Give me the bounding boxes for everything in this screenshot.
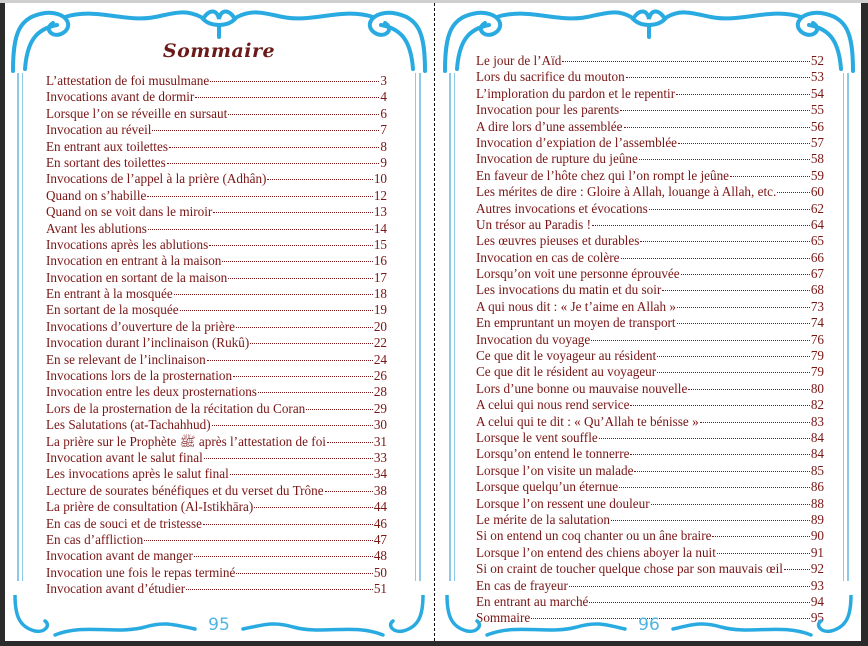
toc-entry[interactable] <box>46 204 387 220</box>
toc-entry-page-number: 79 <box>810 348 824 364</box>
dot-leader <box>222 261 372 262</box>
toc-entry-page-number: 55 <box>810 102 824 118</box>
dot-leader <box>676 94 810 95</box>
toc-entry[interactable] <box>46 516 387 532</box>
toc-title: Sommaire <box>162 40 276 62</box>
toc-entry-page-number: 54 <box>810 85 824 101</box>
toc-entry-page-number: 90 <box>810 528 824 544</box>
dot-leader <box>569 586 810 587</box>
toc-entry-label: Invocation avant de manger <box>46 548 193 564</box>
toc-entry-label: Lorsque l’on visite un malade <box>476 462 634 478</box>
frame-border-right-inner <box>843 73 844 581</box>
toc-entry-label: Le jour de l’Aïd <box>476 53 562 68</box>
toc-entry-label: Invocation entre les deux prosternations <box>46 384 257 400</box>
toc-entry-page-number: 60 <box>810 184 824 200</box>
toc-entry-label: Sommaire <box>476 610 531 626</box>
toc-entry-label: Invocation avant le salut final <box>46 449 203 465</box>
dot-leader <box>267 179 372 180</box>
toc-entry[interactable] <box>476 479 824 495</box>
toc-entry-label: A dire lors d’une assemblée <box>476 118 623 134</box>
toc-entry[interactable] <box>476 119 824 135</box>
toc-entry-label: En cas de frayeur <box>476 577 568 593</box>
toc-entry-page-number: 79 <box>810 364 824 380</box>
toc-entry[interactable] <box>46 286 387 302</box>
dot-leader <box>717 553 810 554</box>
dot-leader <box>712 536 809 537</box>
dot-leader <box>630 454 809 455</box>
dot-leader <box>620 110 810 111</box>
dot-leader <box>147 196 372 197</box>
dot-leader <box>562 61 809 62</box>
toc-entry-page-number: 4 <box>380 89 387 105</box>
toc-entry-page-number: 91 <box>810 544 824 560</box>
toc-entry-page-number: 93 <box>810 577 824 593</box>
dot-leader <box>233 376 373 377</box>
dot-leader <box>611 520 810 521</box>
toc-entry[interactable] <box>46 466 387 482</box>
toc-entry-page-number: 10 <box>373 171 387 187</box>
toc-entry-label: Invocations de l’appel à la prière (Adhân) <box>46 171 267 187</box>
toc-entry-label: En entrant au marché <box>476 593 589 609</box>
dot-leader <box>678 143 810 144</box>
toc-entry[interactable] <box>476 86 824 102</box>
toc-entry[interactable] <box>476 496 824 512</box>
frame-border-right-outer <box>847 73 849 581</box>
dot-leader <box>195 97 379 98</box>
toc-entry-label: Invocation d’expiation de l’assemblée <box>476 134 678 150</box>
toc-entry-label: Avant les ablutions <box>46 220 147 236</box>
toc-entry-label: Lors de la prosternation de la récitation du Coran <box>46 400 306 416</box>
toc-entry[interactable] <box>46 565 387 581</box>
toc-entry[interactable] <box>476 168 824 184</box>
toc-entry[interactable] <box>476 430 824 446</box>
dot-leader <box>148 229 373 230</box>
toc-entry-page-number: 15 <box>373 236 387 252</box>
toc-entry[interactable] <box>46 122 387 138</box>
toc-entry-page-number: 84 <box>810 429 824 445</box>
toc-entry[interactable] <box>476 250 824 266</box>
toc-entry-label: Ce que dit le voyageur au résident <box>476 348 657 364</box>
toc-entry-page-number: 65 <box>810 233 824 249</box>
toc-entry[interactable] <box>46 139 387 155</box>
dot-leader <box>624 127 810 128</box>
toc-entry-label: Lors d’une bonne ou mauvaise nouvelle <box>476 380 688 396</box>
dot-leader <box>599 438 810 439</box>
toc-entry-page-number: 83 <box>810 413 824 429</box>
toc-entry-page-number: 28 <box>373 384 387 400</box>
toc-entry-label: Invocations avant de dormir <box>46 89 195 105</box>
dot-leader <box>236 327 373 328</box>
toc-entry-page-number: 3 <box>380 73 387 88</box>
toc-entry-label: Les œuvres pieuses et durables <box>476 233 640 249</box>
toc-entry-page-number: 58 <box>810 151 824 167</box>
toc-entry-label: Invocation en entrant à la maison <box>46 253 222 269</box>
toc-entry-page-number: 52 <box>810 53 824 68</box>
toc-entry-label: L’imploration du pardon et le repentir <box>476 85 676 101</box>
dot-leader <box>144 540 373 541</box>
toc-entry[interactable] <box>476 151 824 167</box>
dot-leader <box>681 274 810 275</box>
toc-entry-page-number: 57 <box>810 134 824 150</box>
toc-entry-page-number: 30 <box>373 417 387 433</box>
toc-entry[interactable] <box>476 282 824 298</box>
toc-entry[interactable] <box>46 417 387 433</box>
toc-entry-page-number: 68 <box>810 282 824 298</box>
toc-entry-label: Lorsque l’on se réveille en sursaut <box>46 105 228 121</box>
toc-entry-page-number: 95 <box>810 610 824 626</box>
dot-leader <box>626 77 810 78</box>
toc-entry-page-number: 33 <box>373 449 387 465</box>
toc-entry-label: Invocations d’ouverture de la prière <box>46 318 235 334</box>
dot-leader <box>210 81 379 82</box>
toc-entry-label: A celui qui te dit : « Qu’Allah te bénisse » <box>476 413 699 429</box>
toc-entry-page-number: 67 <box>810 266 824 282</box>
toc-entry[interactable] <box>46 532 387 548</box>
toc-entry[interactable] <box>46 73 387 89</box>
toc-entry[interactable] <box>46 483 387 499</box>
toc-entry-page-number: 85 <box>810 462 824 478</box>
toc-entry-label: Invocations après les ablutions <box>46 236 209 252</box>
toc-entry-page-number: 94 <box>810 593 824 609</box>
toc-entry-page-number: 8 <box>380 138 387 154</box>
toc-entry[interactable] <box>476 446 824 462</box>
toc-entry-page-number: 89 <box>810 511 824 527</box>
dot-leader <box>592 225 810 226</box>
toc-entry-label: Si on entend un coq chanter ou un âne braire <box>476 528 712 544</box>
dot-leader <box>213 212 373 213</box>
toc-entry-label: Un trésor au Paradis ! <box>476 216 591 232</box>
toc-entry[interactable] <box>46 171 387 187</box>
page-number: 95 <box>208 615 230 635</box>
dot-leader <box>152 130 379 131</box>
toc-entry-label: Ce que dit le résident au voyageur <box>476 364 657 380</box>
toc-entry-label: Autres invocations et évocations <box>476 200 648 216</box>
toc-entry[interactable] <box>476 332 824 348</box>
toc-entry-label: En entrant aux toilettes <box>46 138 168 154</box>
toc-entry[interactable] <box>476 102 824 118</box>
dot-leader <box>639 159 810 160</box>
dot-leader <box>194 556 373 557</box>
frame-border-left-inner <box>22 73 23 581</box>
toc-entry-label: Les mérites de dire : Gloire à Allah, louange à Allah, etc. <box>476 184 777 200</box>
dot-leader <box>634 471 809 472</box>
dot-leader <box>640 241 809 242</box>
left-page <box>5 3 433 641</box>
toc-entry-page-number: 66 <box>810 249 824 265</box>
frame-border-right-outer <box>419 73 421 581</box>
dot-leader <box>209 245 373 246</box>
toc-entry-page-number: 86 <box>810 479 824 495</box>
right-page <box>437 3 861 641</box>
toc-entry[interactable] <box>46 401 387 417</box>
toc-entry-label: Le mérite de la salutation <box>476 511 611 527</box>
toc-entry-page-number: 48 <box>373 548 387 564</box>
toc-entry-label: A celui qui nous rend service <box>476 397 630 413</box>
toc-entry-page-number: 26 <box>373 368 387 384</box>
frame-border-left-inner <box>454 73 455 581</box>
dot-leader <box>254 507 373 508</box>
toc-entry-label: Lorsqu’on entend le tonnerre <box>476 446 630 462</box>
toc-entry-label: Lorsque le vent souffle <box>476 429 598 445</box>
dot-leader <box>651 504 810 505</box>
toc-entry-page-number: 6 <box>380 105 387 121</box>
toc-entry[interactable] <box>476 578 824 594</box>
toc-entry[interactable] <box>476 299 824 315</box>
toc-entry-label: Invocation avant d’étudier <box>46 581 186 597</box>
toc-entry-page-number: 18 <box>373 286 387 302</box>
dot-leader <box>236 573 372 574</box>
toc-entry-label: Invocation durant l’inclinaison (Rukû) <box>46 335 250 351</box>
toc-list-right <box>476 53 824 627</box>
toc-entry-page-number: 82 <box>810 397 824 413</box>
toc-entry-page-number: 64 <box>810 216 824 232</box>
toc-entry-page-number: 7 <box>380 122 387 138</box>
dot-leader <box>784 569 810 570</box>
toc-entry[interactable] <box>46 155 387 171</box>
toc-entry[interactable] <box>476 69 824 85</box>
toc-entry[interactable] <box>46 270 387 286</box>
toc-entry-page-number: 19 <box>373 302 387 318</box>
toc-entry-label: Les invocations après le salut final <box>46 466 229 482</box>
toc-entry[interactable] <box>46 302 387 318</box>
toc-entry[interactable] <box>476 528 824 544</box>
toc-entry-label: Lecture de sourates bénéfiques et du verset du Trône <box>46 482 324 498</box>
toc-entry[interactable] <box>476 561 824 577</box>
toc-entry-page-number: 13 <box>373 204 387 220</box>
dot-leader <box>203 524 373 525</box>
toc-entry[interactable] <box>476 545 824 561</box>
toc-entry-page-number: 46 <box>373 515 387 531</box>
toc-entry-label: Lorsque quelqu’un éternue <box>476 479 619 495</box>
toc-entry-page-number: 50 <box>373 564 387 580</box>
toc-entry[interactable] <box>46 253 387 269</box>
toc-entry-label: En faveur de l’hôte chez qui l’on rompt le jeûne <box>476 167 730 183</box>
dot-leader <box>228 114 379 115</box>
toc-entry-page-number: 88 <box>810 495 824 511</box>
dot-leader <box>212 425 373 426</box>
toc-entry-page-number: 51 <box>373 581 387 597</box>
dot-leader <box>230 474 373 475</box>
toc-entry-label: Si on craint de toucher quelque chose par son mauvais œil <box>476 561 783 577</box>
toc-entry[interactable] <box>476 135 824 151</box>
toc-entry-label: En sortant des toilettes <box>46 154 166 170</box>
toc-entry[interactable] <box>46 450 387 466</box>
toc-entry[interactable] <box>476 53 824 69</box>
frame-border-right-inner <box>415 73 416 581</box>
toc-entry-label: Lorsque l’on entend des chiens aboyer la nuit <box>476 544 716 560</box>
toc-entry[interactable] <box>476 233 824 249</box>
toc-entry[interactable] <box>476 348 824 364</box>
toc-entry-label: Invocations lors de la prosternation <box>46 368 233 384</box>
dot-leader <box>204 458 373 459</box>
toc-entry-page-number: 16 <box>373 253 387 269</box>
toc-entry[interactable] <box>476 266 824 282</box>
frame-border-left-outer <box>17 73 19 581</box>
dot-leader <box>169 147 379 148</box>
dot-leader <box>207 360 373 361</box>
toc-entry[interactable] <box>46 106 387 122</box>
toc-entry-label: Invocation pour les parents <box>476 102 620 118</box>
toc-entry-page-number: 76 <box>810 331 824 347</box>
dot-leader <box>258 392 373 393</box>
toc-entry-label: Invocation de rupture du jeûne <box>476 151 638 167</box>
toc-entry-page-number: 22 <box>373 335 387 351</box>
toc-entry[interactable] <box>46 221 387 237</box>
toc-entry-label: Invocation en sortant de la maison <box>46 269 228 285</box>
toc-entry-page-number: 14 <box>373 220 387 236</box>
toc-entry-label: Les Salutations (at-Tachahhud) <box>46 417 211 433</box>
toc-entry-page-number: 9 <box>380 154 387 170</box>
toc-entry-page-number: 29 <box>373 400 387 416</box>
dot-leader <box>677 323 810 324</box>
dot-leader <box>619 487 810 488</box>
toc-entry-page-number: 62 <box>810 200 824 216</box>
dot-leader <box>677 307 810 308</box>
toc-entry-page-number: 24 <box>373 351 387 367</box>
toc-entry-page-number: 44 <box>373 499 387 515</box>
toc-entry-label: Lorsque l’on ressent une douleur <box>476 495 650 511</box>
dot-leader <box>730 176 810 177</box>
dot-leader <box>228 278 373 279</box>
toc-entry-label: En entrant à la mosquée <box>46 286 173 302</box>
toc-entry-page-number: 38 <box>373 482 387 498</box>
toc-entry[interactable] <box>476 381 824 397</box>
dot-leader <box>174 294 373 295</box>
toc-entry-label: En cas d’affliction <box>46 531 144 547</box>
dot-leader <box>325 491 373 492</box>
toc-entry-page-number: 92 <box>810 561 824 577</box>
dot-leader <box>657 356 810 357</box>
dot-leader <box>688 389 810 390</box>
toc-entry-label: En cas de souci et de tristesse <box>46 515 203 531</box>
toc-entry[interactable] <box>46 434 387 450</box>
toc-entry-label: En se relevant de l’inclinaison <box>46 351 206 367</box>
dot-leader <box>306 409 373 410</box>
toc-entry-page-number: 47 <box>373 531 387 547</box>
dot-leader <box>167 163 380 164</box>
toc-entry-label: Quand on se voit dans le miroir <box>46 204 213 220</box>
toc-entry-page-number: 12 <box>373 187 387 203</box>
toc-entry[interactable] <box>46 384 387 400</box>
dot-leader <box>777 192 810 193</box>
toc-entry[interactable] <box>476 364 824 380</box>
dot-leader <box>649 209 810 210</box>
toc-entry-label: En sortant de la mosquée <box>46 302 179 318</box>
dot-leader <box>250 343 373 344</box>
toc-entry-page-number: 74 <box>810 315 824 331</box>
toc-entry-page-number: 73 <box>810 298 824 314</box>
dot-leader <box>662 290 809 291</box>
toc-entry-label: Invocation une fois le repas terminé <box>46 564 236 580</box>
toc-entry-label: Invocation en cas de colère <box>476 249 620 265</box>
toc-entry-label: L’attestation de foi musulmane <box>46 73 210 88</box>
toc-entry-label: Lors du sacrifice du mouton <box>476 69 625 85</box>
toc-entry[interactable] <box>476 201 824 217</box>
toc-entry-page-number: 53 <box>810 69 824 85</box>
top-scroll-ornament-icon <box>5 3 433 73</box>
dot-leader <box>700 422 810 423</box>
toc-entry[interactable] <box>476 512 824 528</box>
toc-entry-page-number: 56 <box>810 118 824 134</box>
frame-border-left-outer <box>449 73 451 581</box>
toc-entry[interactable] <box>46 89 387 105</box>
toc-entry-label: Les invocations du matin et du soir <box>476 282 662 298</box>
toc-entry[interactable] <box>476 414 824 430</box>
toc-entry[interactable] <box>46 188 387 204</box>
toc-entry[interactable] <box>476 315 824 331</box>
toc-entry-label: Lorsqu’on voit une personne éprouvée <box>476 266 680 282</box>
toc-entry-label: A qui nous dit : « Je t’aime en Allah » <box>476 298 676 314</box>
toc-entry-label: Invocation au réveil <box>46 122 152 138</box>
toc-entry-label: Quand on s’habille <box>46 187 147 203</box>
dot-leader <box>657 372 810 373</box>
toc-entry[interactable] <box>46 237 387 253</box>
dot-leader <box>591 340 810 341</box>
toc-entry-page-number: 84 <box>810 446 824 462</box>
toc-entry[interactable] <box>476 463 824 479</box>
toc-entry[interactable] <box>476 397 824 413</box>
toc-entry-label: En empruntant un moyen de transport <box>476 315 676 331</box>
page-number: 96 <box>638 615 660 635</box>
dot-leader <box>186 589 373 590</box>
toc-entry-page-number: 34 <box>373 466 387 482</box>
toc-list-left <box>46 73 387 598</box>
toc-entry-page-number: 80 <box>810 380 824 396</box>
dot-leader <box>327 442 373 443</box>
toc-entry[interactable] <box>46 368 387 384</box>
toc-entry[interactable] <box>46 335 387 351</box>
toc-entry-page-number: 20 <box>373 318 387 334</box>
toc-entry-label: Invocation du voyage <box>476 331 591 347</box>
toc-entry-label: La prière sur le Prophète ﷺ après l’attestation de foi <box>46 433 326 449</box>
dot-leader <box>180 310 373 311</box>
dot-leader <box>630 405 809 406</box>
toc-entry-page-number: 17 <box>373 269 387 285</box>
toc-entry[interactable] <box>476 184 824 200</box>
toc-entry[interactable] <box>46 548 387 564</box>
dot-leader <box>621 258 810 259</box>
toc-entry[interactable] <box>46 352 387 368</box>
toc-entry-label: La prière de consultation (Al-Istikhāra) <box>46 499 254 515</box>
toc-entry[interactable] <box>46 319 387 335</box>
toc-entry[interactable] <box>476 217 824 233</box>
toc-entry-page-number: 31 <box>373 433 387 449</box>
toc-entry-page-number: 59 <box>810 167 824 183</box>
toc-entry[interactable] <box>46 499 387 515</box>
